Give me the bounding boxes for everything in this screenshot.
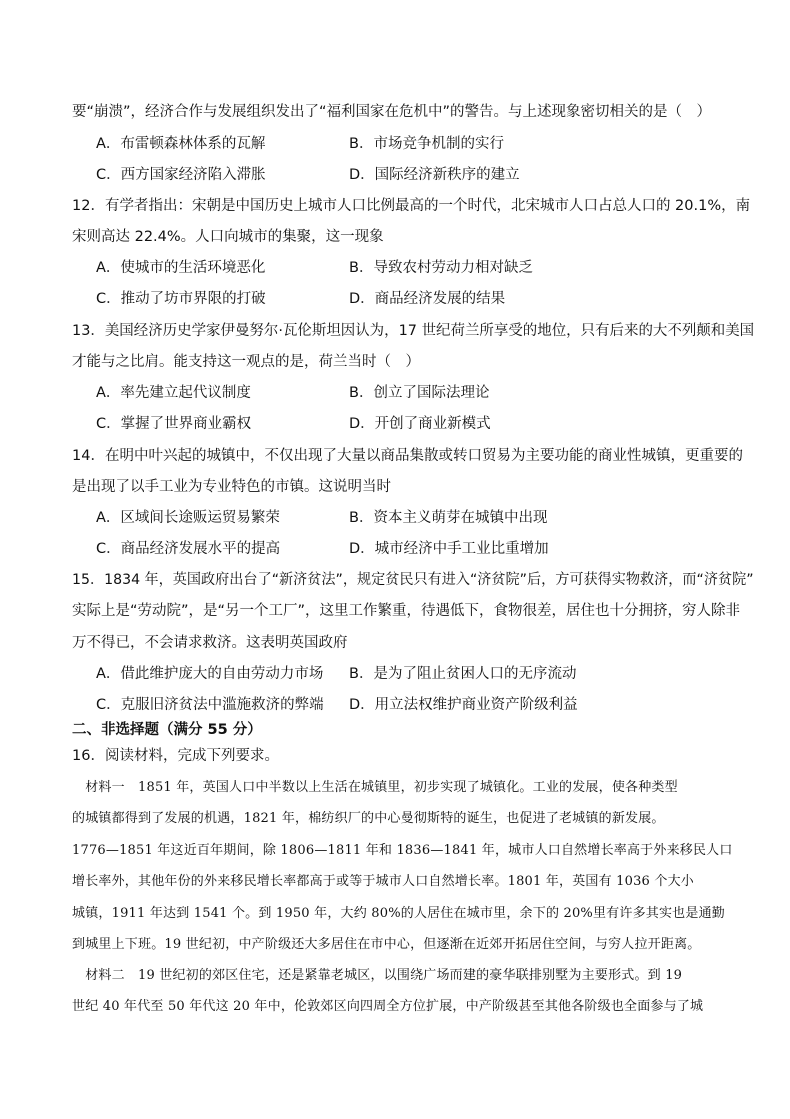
material1-line: 到城里上下班。19 世纪初，中产阶级还大多居住在市中心，但逐渐在近郊开拓居住空间，与穷人拉开距离。 xyxy=(72,937,701,952)
q16-stem: 16．阅读材料，完成下列要求。 xyxy=(72,748,279,764)
q14-option-b: B．资本主义萌芽在城镇中出现 xyxy=(349,510,548,526)
q14-option-c: C．商品经济发展水平的提高 xyxy=(96,541,281,557)
q13-option-c: C．掌握了世界商业霸权 xyxy=(96,416,252,432)
q12-option-c: C．推动了坊市界限的打破 xyxy=(96,291,266,307)
material1-line: 的城镇都得到了发展的机遇，1821 年，棉纺织厂的中心曼彻斯特的诞生，也促进了老城镇的新发展。 xyxy=(72,811,665,826)
q13-option-a: A．率先建立起代议制度 xyxy=(96,385,251,401)
section-heading: 二、非选择题（满分 55 分） xyxy=(72,722,262,738)
q13-option-b: B．创立了国际法理论 xyxy=(349,385,490,401)
q13-stem-line1: 13．美国经济历史学家伊曼努尔·瓦伦斯坦因认为，17 世纪荷兰所享受的地位，只有后来的大不列颠和美国 xyxy=(72,323,755,339)
q15-stem-line2: 实际上是“劳动院”，是“另一个工厂”，这里工作繁重，待遇低下，食物很差，居住也十分拥挤，穷人除非 xyxy=(72,603,741,619)
q12-option-b: B．导致农村劳动力相对缺乏 xyxy=(349,260,533,276)
q11-continuation: 要“崩溃”，经济合作与发展组织发出了“福利国家在危机中”的警告。与上述现象密切相关的是（ ） xyxy=(72,104,712,120)
q15-option-c: C．克服旧济贫法中滥施救济的弊端 xyxy=(96,697,324,713)
material2-line: 世纪 40 年代至 50 年代这 20 年中，伦敦郊区向四周全方位扩展，中产阶级甚至其他各阶级也全面参与了城 xyxy=(72,999,704,1014)
q15-stem-line1: 15．1834 年，英国政府出台了“新济贫法”，规定贫民只有进入“济贫院”后，方可获得实物救济，而“济贫院” xyxy=(72,572,754,588)
material1-line: 增长率外，其他年份的外来移民增长率都高于或等于城市人口自然增长率。1801 年，英国有 1036 个大小 xyxy=(72,874,694,889)
material2-line: 材料二 19 世纪初的郊区住宅，还是紧靠老城区，以围绕广场而建的豪华联排别墅为主要形式。到 19 xyxy=(72,968,683,983)
q12-option-d: D．商品经济发展的结果 xyxy=(349,291,506,307)
q13-stem-line2: 才能与之比肩。能支持这一观点的是，荷兰当时（ ） xyxy=(72,354,420,370)
q11-option-b: B．市场竞争机制的实行 xyxy=(349,136,504,152)
q14-stem-line1: 14．在明中叶兴起的城镇中，不仅出现了大量以商品集散或转口贸易为主要功能的商业性城镇，更重要的 xyxy=(72,448,743,464)
q13-option-d: D．开创了商业新模式 xyxy=(349,416,491,432)
q12-stem-line2: 宋则高达 22.4%。人口向城市的集聚，这一现象 xyxy=(72,229,384,245)
q15-option-d: D．用立法权维护商业资产阶级利益 xyxy=(349,697,578,713)
q12-option-a: A．使城市的生活环境恶化 xyxy=(96,260,266,276)
q11-option-a: A．布雷顿森林体系的瓦解 xyxy=(96,136,266,152)
q15-stem-line3: 万不得已，不会请求救济。这表明英国政府 xyxy=(72,635,348,651)
q11-option-d: D．国际经济新秩序的建立 xyxy=(349,167,520,183)
q14-option-d: D．城市经济中手工业比重增加 xyxy=(349,541,549,557)
q11-option-c: C．西方国家经济陷入滞胀 xyxy=(96,167,266,183)
material1-line: 材料一 1851 年，英国人口中半数以上生活在城镇里，初步实现了城镇化。工业的发展，使各种类型 xyxy=(72,780,678,795)
material1-line: 城镇，1911 年达到 1541 个。到 1950 年，大约 80%的人居住在城市里，余下的 20%里有许多其实也是通勤 xyxy=(72,906,725,921)
q15-option-b: B．是为了阻止贫困人口的无序流动 xyxy=(349,666,577,682)
q14-option-a: A．区域间长途贩运贸易繁荣 xyxy=(96,510,280,526)
q12-stem-line1: 12．有学者指出：宋朝是中国历史上城市人口比例最高的一个时代，北宋城市人口占总人口的 20.1%，南 xyxy=(72,198,751,214)
q14-stem-line2: 是出现了以手工业为专业特色的市镇。这说明当时 xyxy=(72,479,391,495)
material1-line: 1776—1851 年这近百年期间，除 1806—1811 年和 1836—1841 年，城市人口自然增长率高于外来移民人口 xyxy=(72,843,733,858)
q15-option-a: A．借此维护庞大的自由劳动力市场 xyxy=(96,666,324,682)
